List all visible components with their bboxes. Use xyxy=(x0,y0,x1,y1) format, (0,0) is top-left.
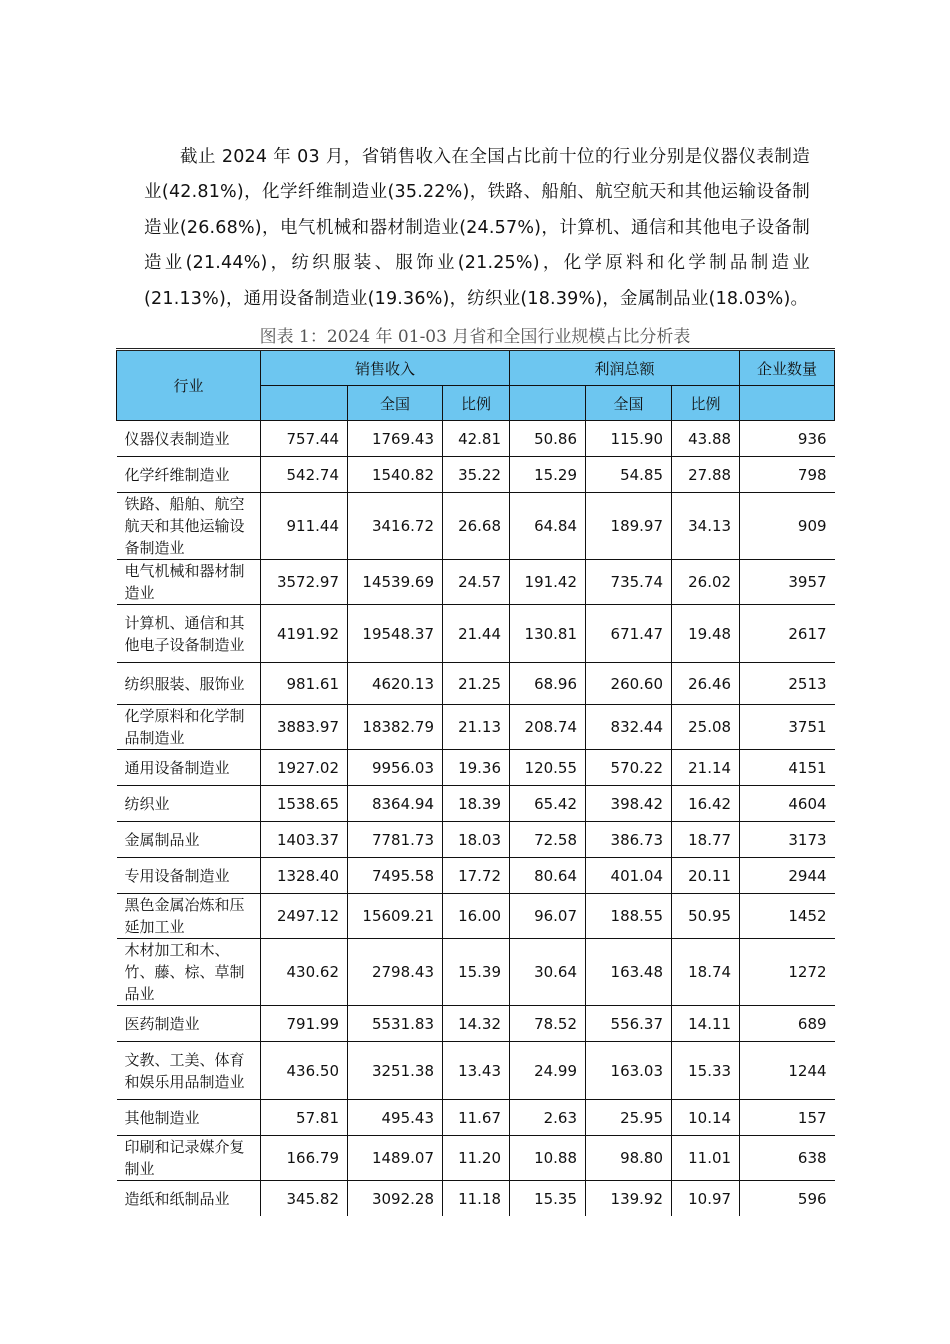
header-profit-province xyxy=(510,386,586,421)
header-enterprises-blank xyxy=(740,386,835,421)
profit-ratio-value: 26.46 xyxy=(672,663,740,705)
profit-value: 15.35 xyxy=(510,1181,586,1217)
profit-ratio-value: 50.95 xyxy=(672,894,740,939)
enterprise-count: 4604 xyxy=(740,786,835,822)
profit-national-value: 115.90 xyxy=(586,421,672,457)
sales-ratio-value: 21.44 xyxy=(443,605,510,663)
sales-national-value: 2798.43 xyxy=(348,939,443,1006)
sales-value: 436.50 xyxy=(261,1042,348,1100)
table-row xyxy=(117,939,835,1006)
industry-name: 化学纤维制造业 xyxy=(117,457,261,493)
sales-ratio-value: 15.39 xyxy=(443,939,510,1006)
sales-national-value: 1769.43 xyxy=(348,421,443,457)
profit-national-value: 401.04 xyxy=(586,858,672,894)
sales-national-value: 9956.03 xyxy=(348,750,443,786)
summary-paragraph: 截止 2024 年 03 月，省销售收入在全国占比前十位的行业分别是仪器仪表制造业(42.81%)，化学纤维制造业(35.22%)，铁路、船舶、航空航天和其他运输设备制造业(26.68%)，电气机械和器材制造业(24.57%)，计算机、通信和其他电子设备制造业(21.44%)，纺织服装、服饰业(21.25%)，化学原料和化学制品制造业(21.13%)，通用设备制造业(19.36%)，纺织业(18.39%)，金属制品业(18.03%)。 xyxy=(144,146,810,309)
sales-value: 3572.97 xyxy=(261,560,348,605)
sales-ratio-value: 19.36 xyxy=(443,750,510,786)
profit-national-value: 260.60 xyxy=(586,663,672,705)
header-profit-ratio: 比例 xyxy=(672,386,740,421)
profit-national-value: 832.44 xyxy=(586,705,672,750)
sales-ratio-value: 11.67 xyxy=(443,1100,510,1136)
header-sales: 销售收入 xyxy=(261,350,510,386)
table-row xyxy=(117,493,835,560)
enterprise-count: 1272 xyxy=(740,939,835,1006)
sales-ratio-value: 16.00 xyxy=(443,894,510,939)
profit-ratio-value: 21.14 xyxy=(672,750,740,786)
profit-ratio-value: 34.13 xyxy=(672,493,740,560)
sales-national-value: 3251.38 xyxy=(348,1042,443,1100)
profit-national-value: 163.48 xyxy=(586,939,672,1006)
sales-ratio-value: 14.32 xyxy=(443,1006,510,1042)
profit-ratio-value: 43.88 xyxy=(672,421,740,457)
sales-national-value: 3092.28 xyxy=(348,1181,443,1217)
sales-value: 1403.37 xyxy=(261,822,348,858)
header-enterprises: 企业数量 xyxy=(740,350,835,386)
industry-name: 专用设备制造业 xyxy=(117,858,261,894)
sales-ratio-value: 26.68 xyxy=(443,493,510,560)
sales-national-value: 7495.58 xyxy=(348,858,443,894)
industry-name: 仪器仪表制造业 xyxy=(117,421,261,457)
sales-national-value: 5531.83 xyxy=(348,1006,443,1042)
sales-value: 911.44 xyxy=(261,493,348,560)
sales-ratio-value: 18.03 xyxy=(443,822,510,858)
profit-ratio-value: 27.88 xyxy=(672,457,740,493)
profit-value: 50.86 xyxy=(510,421,586,457)
enterprise-count: 2513 xyxy=(740,663,835,705)
profit-ratio-value: 26.02 xyxy=(672,560,740,605)
table-row xyxy=(117,750,835,786)
sales-value: 3883.97 xyxy=(261,705,348,750)
profit-value: 191.42 xyxy=(510,560,586,605)
profit-ratio-value: 18.77 xyxy=(672,822,740,858)
table-row xyxy=(117,1181,835,1217)
header-sales-national: 全国 xyxy=(348,386,443,421)
industry-name: 通用设备制造业 xyxy=(117,750,261,786)
sales-value: 981.61 xyxy=(261,663,348,705)
header-sales-ratio: 比例 xyxy=(443,386,510,421)
sales-ratio-value: 18.39 xyxy=(443,786,510,822)
industry-name: 计算机、通信和其他电子设备制造业 xyxy=(117,605,261,663)
profit-national-value: 25.95 xyxy=(586,1100,672,1136)
table-row xyxy=(117,894,835,939)
profit-ratio-value: 16.42 xyxy=(672,786,740,822)
profit-national-value: 398.42 xyxy=(586,786,672,822)
industry-share-table xyxy=(116,348,835,1216)
sales-ratio-value: 35.22 xyxy=(443,457,510,493)
profit-ratio-value: 20.11 xyxy=(672,858,740,894)
industry-name: 电气机械和器材制造业 xyxy=(117,560,261,605)
industry-name: 纺织服装、服饰业 xyxy=(117,663,261,705)
enterprise-count: 689 xyxy=(740,1006,835,1042)
enterprise-count: 4151 xyxy=(740,750,835,786)
profit-ratio-value: 18.74 xyxy=(672,939,740,1006)
sales-national-value: 495.43 xyxy=(348,1100,443,1136)
industry-name: 其他制造业 xyxy=(117,1100,261,1136)
sales-national-value: 1540.82 xyxy=(348,457,443,493)
profit-value: 80.64 xyxy=(510,858,586,894)
profit-value: 65.42 xyxy=(510,786,586,822)
header-sales-province xyxy=(261,386,348,421)
sales-ratio-value: 21.13 xyxy=(443,705,510,750)
header-profit-national: 全国 xyxy=(586,386,672,421)
sales-ratio-value: 42.81 xyxy=(443,421,510,457)
sales-value: 791.99 xyxy=(261,1006,348,1042)
table-body xyxy=(117,421,835,1217)
industry-name: 木材加工和木、竹、藤、棕、草制品业 xyxy=(117,939,261,1006)
sales-national-value: 8364.94 xyxy=(348,786,443,822)
sales-ratio-value: 24.57 xyxy=(443,560,510,605)
enterprise-count: 936 xyxy=(740,421,835,457)
enterprise-count: 3751 xyxy=(740,705,835,750)
sales-national-value: 15609.21 xyxy=(348,894,443,939)
profit-value: 10.88 xyxy=(510,1136,586,1181)
header-industry: 行业 xyxy=(117,350,261,421)
profit-value: 96.07 xyxy=(510,894,586,939)
sales-value: 430.62 xyxy=(261,939,348,1006)
table-row xyxy=(117,1042,835,1100)
industry-name: 金属制品业 xyxy=(117,822,261,858)
profit-national-value: 139.92 xyxy=(586,1181,672,1217)
sales-ratio-value: 11.20 xyxy=(443,1136,510,1181)
sales-ratio-value: 13.43 xyxy=(443,1042,510,1100)
profit-value: 68.96 xyxy=(510,663,586,705)
enterprise-count: 596 xyxy=(740,1181,835,1217)
enterprise-count: 909 xyxy=(740,493,835,560)
industry-name: 纺织业 xyxy=(117,786,261,822)
enterprise-count: 3957 xyxy=(740,560,835,605)
profit-national-value: 189.97 xyxy=(586,493,672,560)
profit-national-value: 188.55 xyxy=(586,894,672,939)
table-row xyxy=(117,457,835,493)
enterprise-count: 638 xyxy=(740,1136,835,1181)
sales-ratio-value: 11.18 xyxy=(443,1181,510,1217)
sales-value: 57.81 xyxy=(261,1100,348,1136)
profit-value: 64.84 xyxy=(510,493,586,560)
profit-national-value: 163.03 xyxy=(586,1042,672,1100)
profit-value: 72.58 xyxy=(510,822,586,858)
table-row xyxy=(117,421,835,457)
profit-value: 30.64 xyxy=(510,939,586,1006)
sales-value: 345.82 xyxy=(261,1181,348,1217)
sales-national-value: 18382.79 xyxy=(348,705,443,750)
industry-name: 化学原料和化学制品制造业 xyxy=(117,705,261,750)
sales-national-value: 19548.37 xyxy=(348,605,443,663)
profit-national-value: 54.85 xyxy=(586,457,672,493)
sales-value: 542.74 xyxy=(261,457,348,493)
profit-national-value: 735.74 xyxy=(586,560,672,605)
profit-ratio-value: 19.48 xyxy=(672,605,740,663)
industry-name: 文教、工美、体育和娱乐用品制造业 xyxy=(117,1042,261,1100)
profit-ratio-value: 11.01 xyxy=(672,1136,740,1181)
profit-ratio-value: 14.11 xyxy=(672,1006,740,1042)
profit-value: 78.52 xyxy=(510,1006,586,1042)
industry-name: 铁路、船舶、航空航天和其他运输设备制造业 xyxy=(117,493,261,560)
profit-value: 15.29 xyxy=(510,457,586,493)
table-row xyxy=(117,786,835,822)
sales-national-value: 3416.72 xyxy=(348,493,443,560)
enterprise-count: 157 xyxy=(740,1100,835,1136)
sales-value: 1927.02 xyxy=(261,750,348,786)
sales-value: 1328.40 xyxy=(261,858,348,894)
enterprise-count: 798 xyxy=(740,457,835,493)
profit-value: 208.74 xyxy=(510,705,586,750)
profit-national-value: 386.73 xyxy=(586,822,672,858)
table-caption: 图表 1：2024 年 01-03 月省和全国行业规模占比分析表 xyxy=(259,327,691,347)
sales-value: 166.79 xyxy=(261,1136,348,1181)
enterprise-count: 1244 xyxy=(740,1042,835,1100)
table-row xyxy=(117,705,835,750)
sales-value: 4191.92 xyxy=(261,605,348,663)
sales-national-value: 4620.13 xyxy=(348,663,443,705)
profit-ratio-value: 10.97 xyxy=(672,1181,740,1217)
table-row xyxy=(117,1136,835,1181)
industry-name: 造纸和纸制品业 xyxy=(117,1181,261,1217)
table-row xyxy=(117,605,835,663)
table-row xyxy=(117,560,835,605)
enterprise-count: 2617 xyxy=(740,605,835,663)
header-profit: 利润总额 xyxy=(510,350,740,386)
table-row xyxy=(117,663,835,705)
profit-ratio-value: 15.33 xyxy=(672,1042,740,1100)
sales-national-value: 1489.07 xyxy=(348,1136,443,1181)
profit-national-value: 556.37 xyxy=(586,1006,672,1042)
profit-national-value: 98.80 xyxy=(586,1136,672,1181)
industry-name: 医药制造业 xyxy=(117,1006,261,1042)
sales-value: 2497.12 xyxy=(261,894,348,939)
profit-value: 24.99 xyxy=(510,1042,586,1100)
table-row xyxy=(117,822,835,858)
industry-name: 印刷和记录媒介复制业 xyxy=(117,1136,261,1181)
sales-ratio-value: 21.25 xyxy=(443,663,510,705)
enterprise-count: 2944 xyxy=(740,858,835,894)
profit-national-value: 570.22 xyxy=(586,750,672,786)
profit-value: 120.55 xyxy=(510,750,586,786)
sales-ratio-value: 17.72 xyxy=(443,858,510,894)
sales-value: 757.44 xyxy=(261,421,348,457)
profit-ratio-value: 25.08 xyxy=(672,705,740,750)
enterprise-count: 3173 xyxy=(740,822,835,858)
sales-national-value: 14539.69 xyxy=(348,560,443,605)
table-row xyxy=(117,858,835,894)
enterprise-count: 1452 xyxy=(740,894,835,939)
sales-national-value: 7781.73 xyxy=(348,822,443,858)
profit-national-value: 671.47 xyxy=(586,605,672,663)
profit-ratio-value: 10.14 xyxy=(672,1100,740,1136)
table-row xyxy=(117,1100,835,1136)
table-row xyxy=(117,1006,835,1042)
profit-value: 130.81 xyxy=(510,605,586,663)
profit-value: 2.63 xyxy=(510,1100,586,1136)
sales-value: 1538.65 xyxy=(261,786,348,822)
industry-name: 黑色金属冶炼和压延加工业 xyxy=(117,894,261,939)
